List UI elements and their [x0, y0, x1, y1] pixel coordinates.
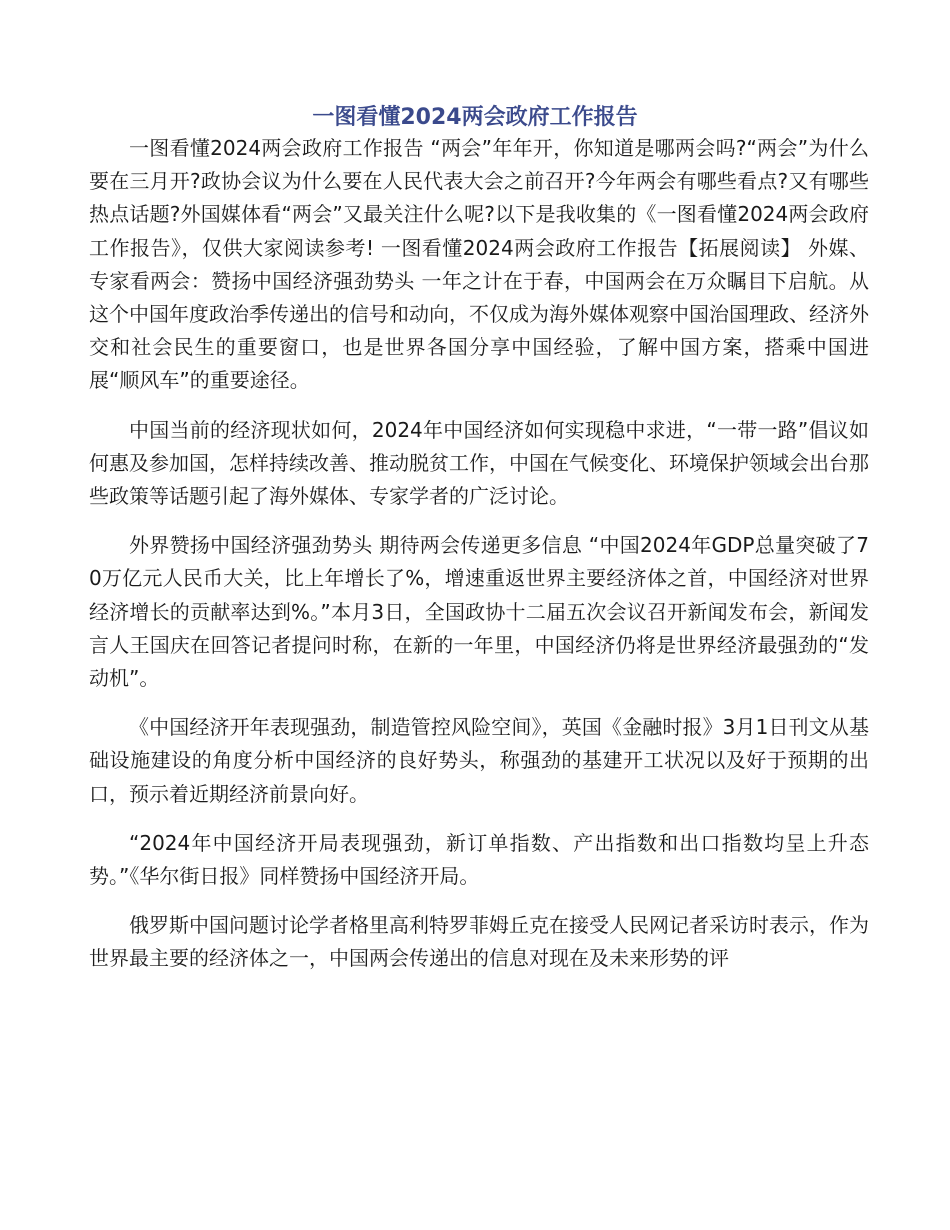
document-body	[89, 132, 869, 976]
paragraph: 中国当前的经济现状如何，2024年中国经济如何实现稳中求进，“一带一路”倡议如何惠及参加国，怎样持续改善、推动脱贫工作，中国在气候变化、环境保护领域会出台那些政策等话题引起了海外媒体、专家学者的广泛讨论。	[89, 417, 869, 509]
paragraph: 外界赞扬中国经济强劲势头 期待两会传递更多信息 “中国2024年GDP总量突破了70万亿元人民币大关，比上年增长了%，增速重返世界主要经济体之首，中国经济对世界经济增长的贡献率达到%。”本月3日，全国政协十二届五次会议召开新闻发布会，新闻发言人王国庆在回答记者提问时称，在新的一年里，中国经济仍将是世界经济最强劲的“发动机”。	[89, 533, 869, 691]
paragraph: 一图看懂2024两会政府工作报告 “两会”年年开，你知道是哪两会吗?“两会”为什么要在三月开?政协会议为什么要在人民代表大会之前召开?今年两会有哪些看点?又有哪些热点话题?外国媒体看“两会”又最关注什么呢?以下是我收集的《一图看懂2024两会政府工作报告》，仅供大家阅读参考! 一图看懂2024两会政府工作报告【拓展阅读】 外媒、专家看两会：赞扬中国经济强劲势头 一年之计在于春，中国两会在万众瞩目下启航。从这个中国年度政治季传递出的信号和动向，不仅成为海外媒体观察中国治国理政、经济外交和社会民生的重要窗口，也是世界各国分享中国经验，了解中国方案，搭乘中国进展“顺风车”的重要途径。	[89, 136, 869, 393]
paragraph: “2024年中国经济开局表现强劲，新订单指数、产出指数和出口指数均呈上升态势。”《华尔街日报》同样赞扬中国经济开局。	[89, 830, 869, 889]
paragraph: 《中国经济开年表现强劲，制造管控风险空间》，英国《金融时报》3月1日刊文从基础设施建设的角度分析中国经济的良好势头，称强劲的基建开工状况以及好于预期的出口，预示着近期经济前景向好。	[89, 715, 869, 806]
document-title: 一图看懂2024两会政府工作报告	[312, 105, 638, 130]
paragraph: 俄罗斯中国问题讨论学者格里高利特罗菲姆丘克在接受人民网记者采访时表示，作为世界最主要的经济体之一，中国两会传递出的信息对现在及未来形势的评	[89, 913, 869, 971]
